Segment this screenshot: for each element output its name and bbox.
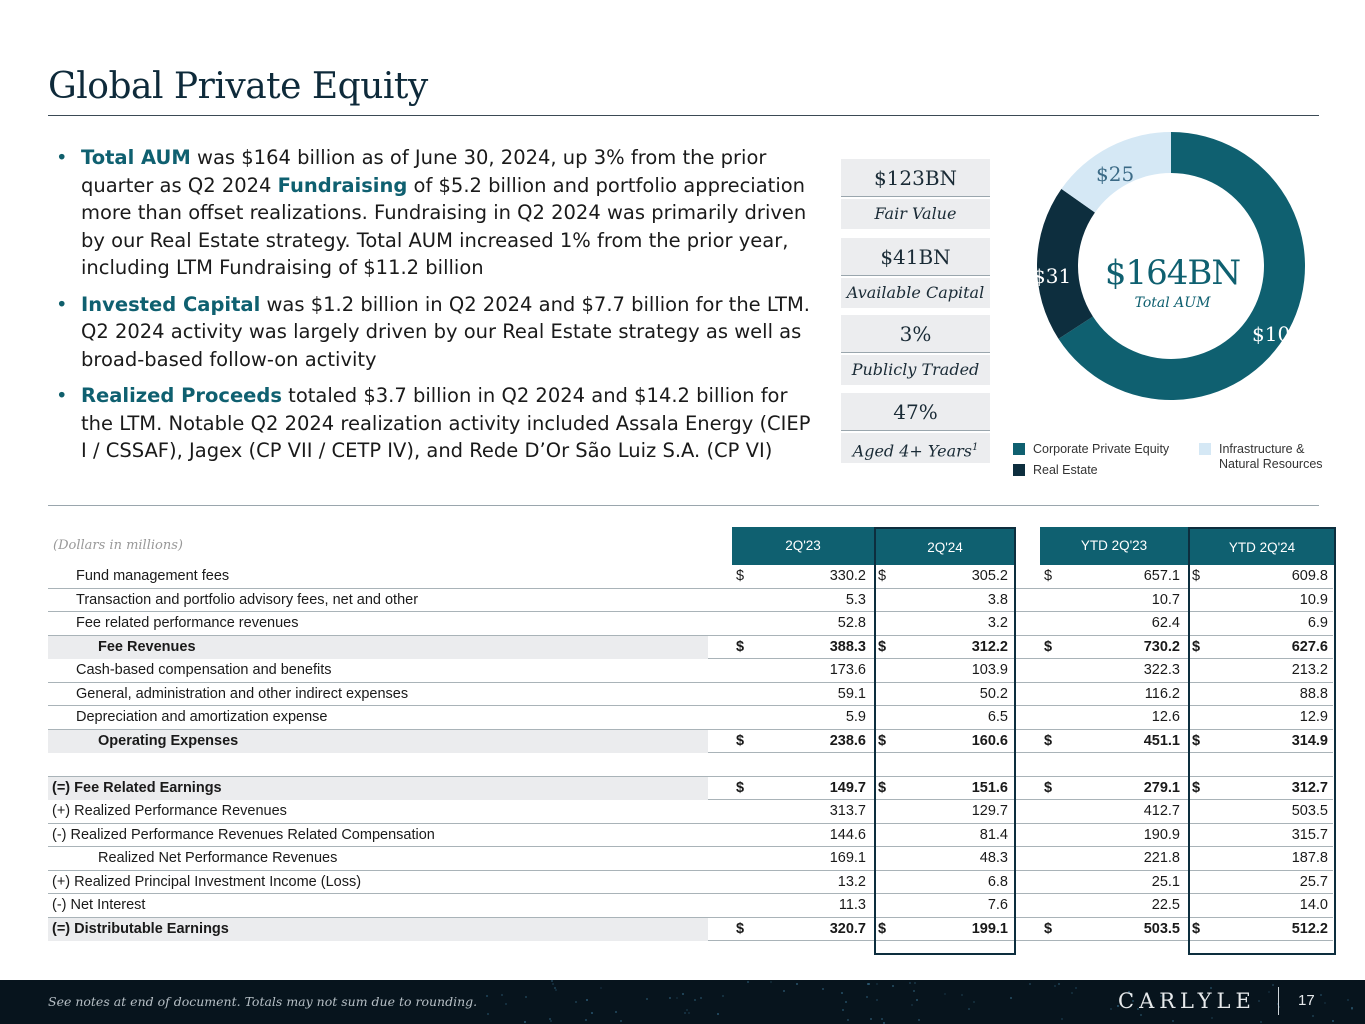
texture-dot bbox=[866, 996, 868, 998]
texture-dot bbox=[747, 981, 749, 983]
table-cell: 12.9 bbox=[1299, 709, 1328, 725]
row-label: (=) Fee Related Earnings bbox=[48, 777, 708, 800]
table-cell: 5.9 bbox=[845, 709, 866, 725]
metric-value: $41BN bbox=[841, 238, 990, 276]
row-label: (+) Realized Performance Revenues bbox=[52, 803, 287, 819]
texture-dot bbox=[600, 987, 602, 989]
table-cell: 25.1 bbox=[1151, 873, 1180, 890]
row-label: (+) Realized Principal Investment Income (Loss) bbox=[52, 873, 362, 890]
bullet-text: of $5.2 billion and portfolio appreciation more than offset realizations. Fundraising in Q2 2024 was primarily driven by our Real Estate strategy. Total AUM increased 1% from the prior year, including LTM Fundraising of $11.2 billion bbox=[81, 173, 807, 279]
table-cell: 52.8 bbox=[837, 615, 866, 631]
texture-dot bbox=[845, 1001, 847, 1003]
texture-dot bbox=[555, 989, 557, 991]
texture-dot bbox=[1172, 1020, 1174, 1022]
texture-dot bbox=[1260, 1021, 1262, 1023]
metric-aged-4-years bbox=[841, 393, 990, 463]
texture-dot bbox=[1054, 985, 1056, 987]
table-cell: 11.3 bbox=[838, 897, 866, 913]
table-cell: 3.8 bbox=[987, 591, 1008, 608]
donut-subtitle: Total AUM bbox=[1134, 295, 1211, 311]
texture-dot bbox=[918, 1019, 920, 1021]
texture-dot bbox=[501, 994, 503, 996]
metric-value: 47% bbox=[841, 393, 990, 431]
metric-value: $123BN bbox=[841, 159, 990, 197]
texture-dot bbox=[700, 997, 702, 999]
texture-dot bbox=[1075, 987, 1077, 989]
texture-dot bbox=[585, 1019, 587, 1021]
currency-symbol: $ bbox=[736, 920, 745, 937]
table-cell: $ 627.6 bbox=[1188, 636, 1336, 659]
texture-dot bbox=[876, 999, 878, 1001]
texture-dot bbox=[525, 996, 527, 998]
row-label: Fee related performance revenues bbox=[76, 615, 299, 631]
table-cell: 5.3 bbox=[845, 591, 866, 608]
table-cell: 173.6 bbox=[829, 662, 866, 678]
texture-dot bbox=[550, 1020, 552, 1022]
metric-publicly-traded bbox=[841, 315, 990, 385]
col-header-ytd-2q24: YTD 2Q'24 bbox=[1188, 527, 1336, 565]
texture-dot bbox=[876, 983, 878, 985]
texture-dot bbox=[841, 992, 843, 994]
legend-swatch bbox=[1013, 443, 1025, 455]
table-cell: 221.8 bbox=[1143, 850, 1180, 866]
texture-dot bbox=[914, 982, 916, 984]
table-cell: $ 160.6 bbox=[874, 730, 1016, 753]
texture-dot bbox=[770, 981, 772, 983]
metric-label: Aged 4+ Years$^1$ bbox=[841, 433, 990, 463]
row-label: Transaction and portfolio advisory fees, net and other bbox=[76, 591, 419, 608]
texture-dot bbox=[796, 983, 798, 985]
texture-dot bbox=[842, 1009, 844, 1011]
legend-swatch bbox=[1013, 464, 1025, 476]
currency-symbol: $ bbox=[1192, 568, 1201, 584]
texture-dot bbox=[822, 988, 824, 990]
title-divider bbox=[48, 115, 1319, 116]
logo-separator bbox=[1278, 987, 1279, 1015]
texture-dot bbox=[847, 1019, 849, 1021]
table-cell: 169.1 bbox=[829, 850, 866, 866]
texture-dot bbox=[944, 993, 946, 995]
currency-symbol: $ bbox=[878, 779, 887, 796]
currency-symbol: $ bbox=[878, 732, 887, 749]
texture-dot bbox=[911, 1004, 913, 1006]
bullet-item bbox=[56, 144, 816, 282]
col-header-ytd-2q23: YTD 2Q'23 bbox=[1040, 527, 1188, 565]
texture-dot bbox=[867, 983, 869, 985]
texture-dot bbox=[1061, 1018, 1063, 1020]
texture-dot bbox=[620, 1020, 622, 1022]
table-row bbox=[48, 589, 1333, 613]
table-cell: 315.7 bbox=[1291, 826, 1328, 843]
texture-dot bbox=[717, 1013, 719, 1015]
page-number: 17 bbox=[1298, 992, 1315, 1009]
table-row bbox=[48, 918, 1333, 942]
table-cell: 25.7 bbox=[1299, 873, 1328, 890]
table-cell: 103.9 bbox=[971, 662, 1008, 678]
bullet-dot: • bbox=[56, 384, 68, 407]
table-cell: 6.9 bbox=[1307, 615, 1328, 631]
table-cell: $ 451.1 bbox=[1040, 730, 1188, 753]
metric-value: 3% bbox=[841, 315, 990, 353]
financial-table bbox=[48, 565, 1333, 941]
texture-dot bbox=[1211, 1017, 1213, 1019]
row-label: (=) Distributable Earnings bbox=[48, 918, 708, 941]
texture-dot bbox=[881, 1018, 883, 1020]
donut-total: $164BN bbox=[1104, 253, 1241, 293]
table-cell: $ 730.2 bbox=[1040, 636, 1188, 659]
texture-dot bbox=[688, 1012, 690, 1014]
currency-symbol: $ bbox=[736, 779, 745, 796]
currency-symbol: $ bbox=[1192, 779, 1201, 796]
table-cell: $ 312.7 bbox=[1188, 777, 1336, 800]
table-row bbox=[48, 871, 1333, 895]
carlyle-logo: CARLYLE bbox=[1118, 989, 1256, 1013]
summary-bullets bbox=[56, 144, 816, 474]
table-cell: $ 279.1 bbox=[1040, 777, 1188, 800]
table-caption: (Dollars in millions) bbox=[53, 538, 183, 553]
table-row bbox=[48, 894, 1333, 918]
bullet-dot: • bbox=[56, 146, 68, 169]
table-row bbox=[48, 847, 1333, 871]
texture-dot bbox=[669, 997, 671, 999]
table-cell: 116.2 bbox=[1144, 685, 1180, 702]
texture-dot bbox=[870, 1018, 872, 1020]
texture-dot bbox=[694, 999, 696, 1001]
texture-dot bbox=[968, 1008, 970, 1010]
table-row bbox=[48, 706, 1333, 730]
texture-dot bbox=[615, 1011, 617, 1013]
currency-symbol: $ bbox=[1192, 920, 1201, 937]
footer bbox=[0, 980, 1365, 1024]
table-cell: $ 503.5 bbox=[1040, 918, 1188, 941]
texture-dot bbox=[591, 1012, 593, 1014]
currency-symbol: $ bbox=[736, 568, 745, 584]
row-label: Cash-based compensation and benefits bbox=[76, 662, 332, 678]
row-label: Depreciation and amortization expense bbox=[76, 709, 328, 725]
metric-label: Publicly Traded bbox=[841, 355, 990, 385]
aum-donut-chart bbox=[1000, 128, 1340, 438]
table-cell: 88.8 bbox=[1299, 685, 1328, 702]
table-cell: 144.6 bbox=[829, 826, 866, 843]
table-cell: 213.2 bbox=[1291, 662, 1328, 678]
table-cell: 13.2 bbox=[837, 873, 866, 890]
table-cell: 81.4 bbox=[979, 826, 1008, 843]
currency-symbol: $ bbox=[1044, 638, 1053, 655]
table-cell: 62.4 bbox=[1151, 615, 1180, 631]
table-cell: $ 609.8 bbox=[1188, 565, 1336, 588]
row-label: Realized Net Performance Revenues bbox=[98, 850, 338, 866]
table-cell: 190.9 bbox=[1143, 826, 1180, 843]
table-row bbox=[48, 636, 1333, 660]
currency-symbol: $ bbox=[878, 920, 887, 937]
table-row bbox=[48, 612, 1333, 636]
currency-symbol: $ bbox=[1044, 920, 1053, 937]
currency-symbol: $ bbox=[1192, 732, 1201, 749]
table-row bbox=[48, 753, 1333, 777]
slice-label-re: $31 bbox=[1033, 264, 1072, 288]
texture-dot bbox=[487, 1013, 489, 1015]
row-label: (-) Realized Performance Revenues Related Compensation bbox=[52, 826, 435, 843]
table-row bbox=[48, 683, 1333, 707]
texture-dot bbox=[722, 995, 724, 997]
table-row bbox=[48, 730, 1333, 754]
texture-dot bbox=[1058, 983, 1060, 985]
texture-dot bbox=[892, 985, 894, 987]
table-cell: $ 388.3 bbox=[732, 636, 874, 659]
texture-dot bbox=[684, 1012, 686, 1014]
bullet-keyword: Realized Proceeds bbox=[81, 384, 282, 407]
currency-symbol: $ bbox=[1044, 779, 1053, 796]
texture-dot bbox=[1268, 991, 1270, 993]
table-row bbox=[48, 824, 1333, 848]
texture-dot bbox=[1320, 994, 1322, 996]
highlight-column-frame bbox=[1188, 565, 1336, 955]
texture-dot bbox=[1110, 1008, 1112, 1010]
currency-symbol: $ bbox=[878, 638, 887, 655]
row-label: Operating Expenses bbox=[48, 730, 708, 753]
table-cell: 129.7 bbox=[971, 803, 1008, 819]
texture-dot bbox=[575, 1001, 577, 1003]
bullet-item bbox=[56, 291, 816, 374]
table-cell: $ 330.2 bbox=[732, 565, 874, 588]
currency-symbol: $ bbox=[736, 732, 745, 749]
col-header-2q23: 2Q'23 bbox=[732, 527, 874, 565]
bullet-text: was $164 billion as of June 30, 2024, up 3% from the prior quarter as Q2 2024 bbox=[81, 146, 767, 197]
table-cell: 10.7 bbox=[1151, 591, 1180, 608]
texture-dot bbox=[646, 998, 648, 1000]
texture-dot bbox=[1140, 1014, 1142, 1016]
bullet-item bbox=[56, 382, 816, 465]
table-cell: 59.1 bbox=[837, 685, 866, 702]
texture-dot bbox=[1347, 999, 1349, 1001]
table-cell: 22.5 bbox=[1151, 897, 1180, 913]
table-cell: $ 314.9 bbox=[1188, 730, 1336, 753]
table-cell: $ 657.1 bbox=[1040, 565, 1188, 588]
table-cell: 6.5 bbox=[987, 709, 1008, 725]
highlight-column-frame bbox=[874, 565, 1016, 955]
table-cell: $ 238.6 bbox=[732, 730, 874, 753]
texture-dot bbox=[1351, 1008, 1353, 1010]
texture-dot bbox=[1272, 984, 1274, 986]
texture-dot bbox=[1312, 1015, 1314, 1017]
bullet-text: was $1.2 billion in Q2 2024 and $7.7 billion for the LTM. Q2 2024 activity was largely driven by our Real Estate strategy as well as broad-based follow-on activity bbox=[81, 292, 810, 371]
table-cell: 3.2 bbox=[987, 615, 1008, 631]
table-cell: 14.0 bbox=[1299, 897, 1328, 913]
row-label: Fund management fees bbox=[76, 568, 230, 584]
table-cell: $ 149.7 bbox=[732, 777, 874, 800]
currency-symbol: $ bbox=[1044, 732, 1053, 749]
footnote-marker: 1 bbox=[971, 442, 979, 453]
bullet-keyword: Invested Capital bbox=[81, 292, 261, 316]
bullet-text: totaled $3.7 billion in Q2 2024 and $14.2 billion for the LTM. Notable Q2 2024 realization activity included Assala Energy (CIEP I / CSSAF), Jagex (CP VII / CETP IV), and Rede D’Or São Luiz S.A. (CP VI) bbox=[81, 384, 811, 462]
table-cell: $ 320.7 bbox=[732, 918, 874, 941]
legend-item-inr: Infrastructure & Natural Resources bbox=[1199, 442, 1323, 472]
texture-dot bbox=[1258, 1000, 1260, 1002]
table-cell: 6.8 bbox=[987, 873, 1008, 890]
slice-label-cpe: $108 bbox=[1252, 322, 1303, 346]
table-cell: 187.8 bbox=[1291, 850, 1328, 866]
row-label: (-) Net Interest bbox=[52, 897, 146, 913]
col-header-2q24: 2Q'24 bbox=[874, 527, 1016, 565]
texture-dot bbox=[524, 1021, 526, 1023]
metric-fair-value bbox=[841, 159, 990, 229]
bullet-keyword: Fundraising bbox=[277, 173, 408, 197]
table-cell: $ 512.2 bbox=[1188, 918, 1336, 941]
texture-dot bbox=[686, 1009, 688, 1011]
currency-symbol: $ bbox=[1192, 638, 1201, 655]
texture-dot bbox=[783, 990, 785, 992]
table-cell: 412.7 bbox=[1143, 803, 1180, 819]
texture-dot bbox=[916, 999, 918, 1001]
metric-label: Available Capital bbox=[841, 278, 990, 308]
footer-note: See notes at end of document. Totals may not sum due to rounding. bbox=[48, 994, 478, 1009]
section-divider bbox=[48, 505, 1319, 506]
bullet-keyword: Total AUM bbox=[81, 146, 191, 169]
texture-dot bbox=[961, 994, 963, 996]
texture-dot bbox=[1324, 1002, 1326, 1004]
table-cell: $ 305.2 bbox=[874, 565, 1016, 588]
slice-label-inr: $25 bbox=[1096, 162, 1135, 186]
currency-symbol: $ bbox=[1044, 568, 1053, 584]
legend-item-cpe: Corporate Private Equity bbox=[1013, 442, 1169, 457]
table-cell: 10.9 bbox=[1299, 591, 1328, 608]
table-row bbox=[48, 800, 1333, 824]
bullet-dot: • bbox=[56, 292, 68, 316]
texture-dot bbox=[682, 993, 684, 995]
table-cell: 322.3 bbox=[1143, 662, 1180, 678]
currency-symbol: $ bbox=[878, 568, 887, 584]
texture-dot bbox=[505, 1003, 507, 1005]
row-label: General, administration and other indirect expenses bbox=[76, 685, 409, 702]
texture-dot bbox=[1029, 983, 1031, 985]
texture-dot bbox=[551, 980, 553, 982]
texture-dot bbox=[909, 982, 911, 984]
table-cell: $ 199.1 bbox=[874, 918, 1016, 941]
table-row bbox=[48, 565, 1333, 589]
table-cell: 7.6 bbox=[987, 897, 1008, 913]
texture-dot bbox=[913, 990, 915, 992]
texture-dot bbox=[486, 995, 488, 997]
texture-dot bbox=[676, 997, 678, 999]
table-cell: 50.2 bbox=[979, 685, 1008, 702]
texture-dot bbox=[1071, 992, 1073, 994]
table-cell: 48.3 bbox=[979, 850, 1008, 866]
metric-available-capital bbox=[841, 238, 990, 308]
table-cell: 503.5 bbox=[1291, 803, 1328, 819]
texture-dot bbox=[552, 983, 554, 985]
currency-symbol: $ bbox=[736, 638, 745, 655]
legend-swatch bbox=[1199, 443, 1211, 455]
table-row bbox=[48, 777, 1333, 801]
texture-dot bbox=[1010, 997, 1012, 999]
metric-label: Fair Value bbox=[841, 199, 990, 229]
page-title: Global Private Equity bbox=[48, 66, 428, 107]
legend-item-re: Real Estate bbox=[1013, 463, 1098, 478]
table-cell: $ 151.6 bbox=[874, 777, 1016, 800]
table-cell: 12.6 bbox=[1151, 709, 1180, 725]
table-cell: 313.7 bbox=[829, 803, 866, 819]
texture-dot bbox=[973, 1001, 975, 1003]
table-row bbox=[48, 659, 1333, 683]
texture-dot bbox=[586, 999, 588, 1001]
row-label: Fee Revenues bbox=[48, 636, 708, 659]
texture-dot bbox=[1332, 1020, 1334, 1022]
table-cell: $ 312.2 bbox=[874, 636, 1016, 659]
